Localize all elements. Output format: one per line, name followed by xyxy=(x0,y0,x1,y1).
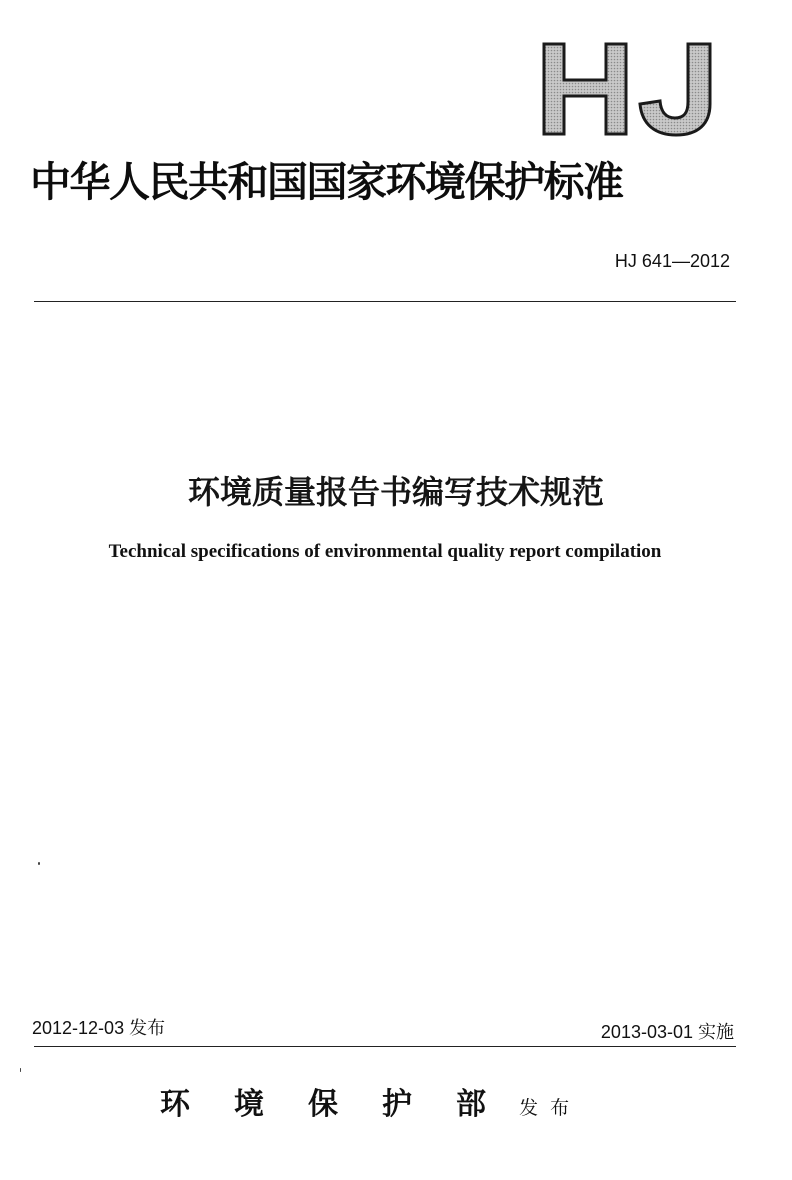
scan-speck xyxy=(38,862,40,865)
logo-letter-h xyxy=(544,44,626,134)
footer-divider xyxy=(34,1046,736,1047)
hj-logo xyxy=(538,40,724,138)
publisher-action: 发布 xyxy=(519,1097,582,1119)
document-title-chinese: 环境质量报告书编写技术规范 xyxy=(187,473,604,511)
document-title-english: Technical specifications of environmental quality report compilation xyxy=(108,541,662,562)
publisher-name: 环境保护部 xyxy=(160,1087,530,1122)
logo-text: HJ xyxy=(538,40,540,41)
scan-speck xyxy=(20,1068,21,1072)
issue-date: 2012-12-03 发布 xyxy=(32,1018,166,1038)
publisher-line xyxy=(160,1085,581,1129)
standard-number: HJ 641—2012 xyxy=(614,251,730,271)
implementation-date: 2013-03-01 实施 xyxy=(600,1022,734,1042)
header-divider xyxy=(34,301,736,302)
logo-letter-j xyxy=(640,44,710,135)
organization-title: 中华人民共和国国家环境保护标准 xyxy=(30,158,623,206)
